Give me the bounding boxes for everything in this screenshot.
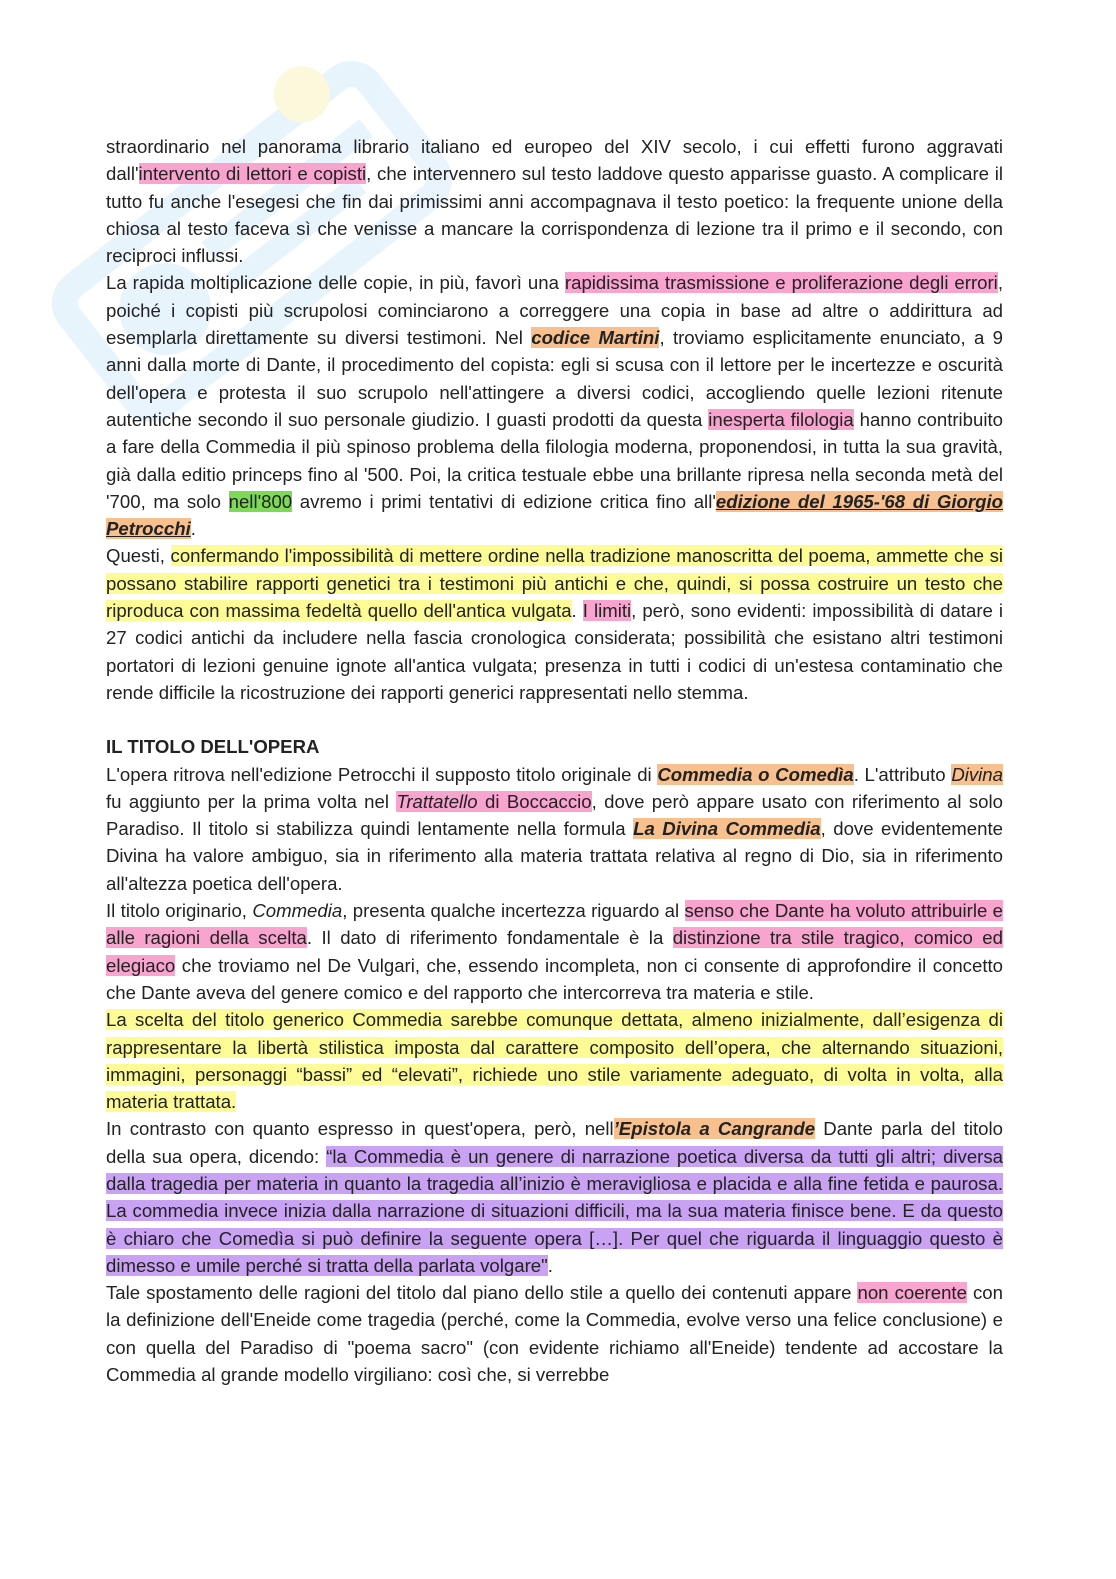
highlight-yellow: La scelta del titolo generico Commedia sarebbe comunque dettata, almeno inizialmente, dall’esigenza di rappresentare la libertà stilistica imposta dal carattere composito dell’opera, che alternando situazioni, immagini, personaggi “bassi” ed “elevati”, richiede uno stile variamente adeguato, di volta in volta, alla materia trattata. <box>106 1009 1003 1113</box>
highlight-pink: I limiti <box>582 600 632 622</box>
highlight-pink: senso che Dante ha voluto attribuirle e alle ragioni della scelta <box>106 900 1004 949</box>
highlight-pink: non coerente <box>857 1282 967 1304</box>
paragraph-epistola: In contrasto con quanto espresso in quest'opera, però, nell’Epistola a Cangrande Dante parla del titolo della sua opera, dicendo: “la Commedia è un genere di narrazione poetica diversa da tutti gli altri; diversa dalla tragedia per materia in quanto la tragedia all’inizio è meravigliosa e placida e alla fine fetida e paurosa. La commedia invece inizia dalla narrazione di situazioni difficili, ma la sua materia finisce bene. E da questo è chiaro che Comedìa si può definire la seguente opera […]. Per quel che riguarda il linguaggio questo è dimesso e umile perché si tratta della parlata volgare". <box>106 1118 1004 1276</box>
paragraph-original-title: Il titolo originario, Commedia, presenta qualche incertezza riguardo al senso che Dante ha voluto attribuirle e alle ragioni della scelta. Il dato di riferimento fondamentale è la distinzione tra stile tragico, comico ed elegiaco che troviamo nel De Vulgari, che, essendo incompleta, non ci consente di approfondire il concetto che Dante aveva del genere comico e del rapporto che intercorreva tra materia e stile. <box>106 900 1004 1003</box>
highlight-pink: Trattatello <box>396 790 478 812</box>
section-heading: IL TITOLO DELL'OPERA <box>106 736 320 758</box>
paragraph-shift: Tale spostamento delle ragioni del titolo dal piano dello stile a quello dei contenuti appare non coerente con la definizione dell'Eneide come tragedia (perché, come la Commedia, evolve verso una felice conclusione) e con quella del Paradiso di "poema sacro" (con evidente richiamo all'Eneide) tendente ad accostare la Commedia al grande modello virgiliano: così che, si verrebbe <box>106 1282 1003 1386</box>
highlight-orange: ’Epistola a Cangrande <box>613 1118 816 1140</box>
highlight-orange: Divina <box>951 763 1003 785</box>
highlight-pink: di Boccaccio <box>477 790 592 812</box>
paragraph-gap <box>106 706 1003 733</box>
highlight-orange: La Divina Commedia <box>633 818 821 840</box>
highlight-orange: Commedia o Comedìa <box>657 763 854 785</box>
highlight-green: nell'800 <box>228 490 293 512</box>
paragraph-generic-title <box>106 1006 1003 1115</box>
paragraph-title: L'opera ritrova nell'edizione Petrocchi il supposto titolo originale di Commedia o Comedìa. L'attributo Divina fu aggiunto per la prima volta nel Trattatello di Boccaccio, dove però appare usato con riferimento al solo Paradiso. Il titolo si stabilizza quindi lentamente nella formula La Divina Commedia, dove evidentemente Divina ha valore ambiguo, sia in riferimento alla materia trattata relativa al regno di Dio, sia in riferimento all'altezza poetica dell'opera. <box>106 763 1003 894</box>
highlight-pink: rapidissima trasmissione e proliferazione degli errori <box>564 272 998 294</box>
highlight-pink: distinzione tra stile tragico, comico ed elegiaco <box>106 927 1003 976</box>
paragraph-copies: La rapida moltiplicazione delle copie, in più, favorì una rapidissima trasmissione e proliferazione degli errori, poiché i copisti più scrupolosi cominciarono a correggere una copia in base ad altre o addirittura ad esemplarla direttamente su diversi testimoni. Nel codice Martini, troviamo esplicitamente enunciato, a 9 anni dalla morte di Dante, il procedimento del copista: egli si scusa con il lettore per le incertezze e oscurità dell'opera e protesta il suo scrupolo nell'attingere a diversi codici, accogliendo quelle lezioni ritenute autentiche secondo il suo personale giudizio. I guasti prodotti da questa inesperta filologia hanno contribuito a fare della Commedia il più spinoso problema della filologia moderna, proponendosi, in tutta la sua gravità, già dalla editio princeps fino al '500. Poi, la critica testuale ebbe una brillante ripresa nella seconda metà del '700, ma solo nell'800 avremo i primi tentativi di edizione critica fino all'edizione del 1965-'68 di Giorgio Petrocchi. Questi, confermando l'impossibilità di mettere ordine nella tradizione manoscritta del poema, ammette che si possano stabilire rapporti genetici tra i testimoni più antichi e che, quindi, si possa costruire un testo che riproduca con massima fedeltà quello dell'antica vulgata. I limiti, però, sono evidenti: impossibilità di datare i 27 codici antichi da includere nella fascia cronologica considerata; possibilità che esistano altri testimoni portatori di lezioni genuine ignote all'antica vulgata; presenza in tutti i codici di un'estesa contaminatio che rende difficile la ricostruzione dei rapporti generici rappresentati nello stemma. <box>106 272 1003 703</box>
highlight-pink: inesperta filologia <box>708 408 854 430</box>
paragraph-tradition: straordinario nel panorama librario italiano ed europeo del XIV secolo, i cui effetti furono aggravati dall'intervento di lettori e copisti, che intervennero sul testo laddove questo apparisse guasto. A complicare il tutto fu anche l'esegesi che fin dai primissimi anni accompagnava il testo poetico: la frequente unione della chiosa al testo faceva sì che venisse a mancare la corrispondenza di lezione tra il primo e il secondo, con reciproci influssi. <box>106 136 1003 267</box>
document-body <box>106 133 1003 1388</box>
highlight-purple: “la Commedia è un genere di narrazione poetica diversa da tutti gli altri; diversa dalla tragedia per materia in quanto la tragedia all’inizio è meravigliosa e placida e alla fine fetida e paurosa. La commedia invece inizia dalla narrazione di situazioni difficili, ma la sua materia finisce bene. E da questo è chiaro che Comedìa si può definire la seguente opera […]. Per quel che riguarda il linguaggio questo è dimesso e umile perché si tratta della parlata volgare" <box>106 1145 1004 1276</box>
highlight-orange: codice Martini <box>531 327 660 349</box>
highlight-pink: intervento di lettori e copisti <box>138 163 367 185</box>
highlight-orange: edizione del 1965-'68 di Giorgio Petrocchi <box>106 490 1003 540</box>
highlight-yellow: confermando l'impossibilità di mettere ordine nella tradizione manoscritta del poema, ammette che si possano stabilire rapporti genetici tra i testimoni più antichi e che, quindi, si possa costruire un testo che riproduca con massima fedeltà quello dell'antica vulgata <box>106 545 1003 622</box>
